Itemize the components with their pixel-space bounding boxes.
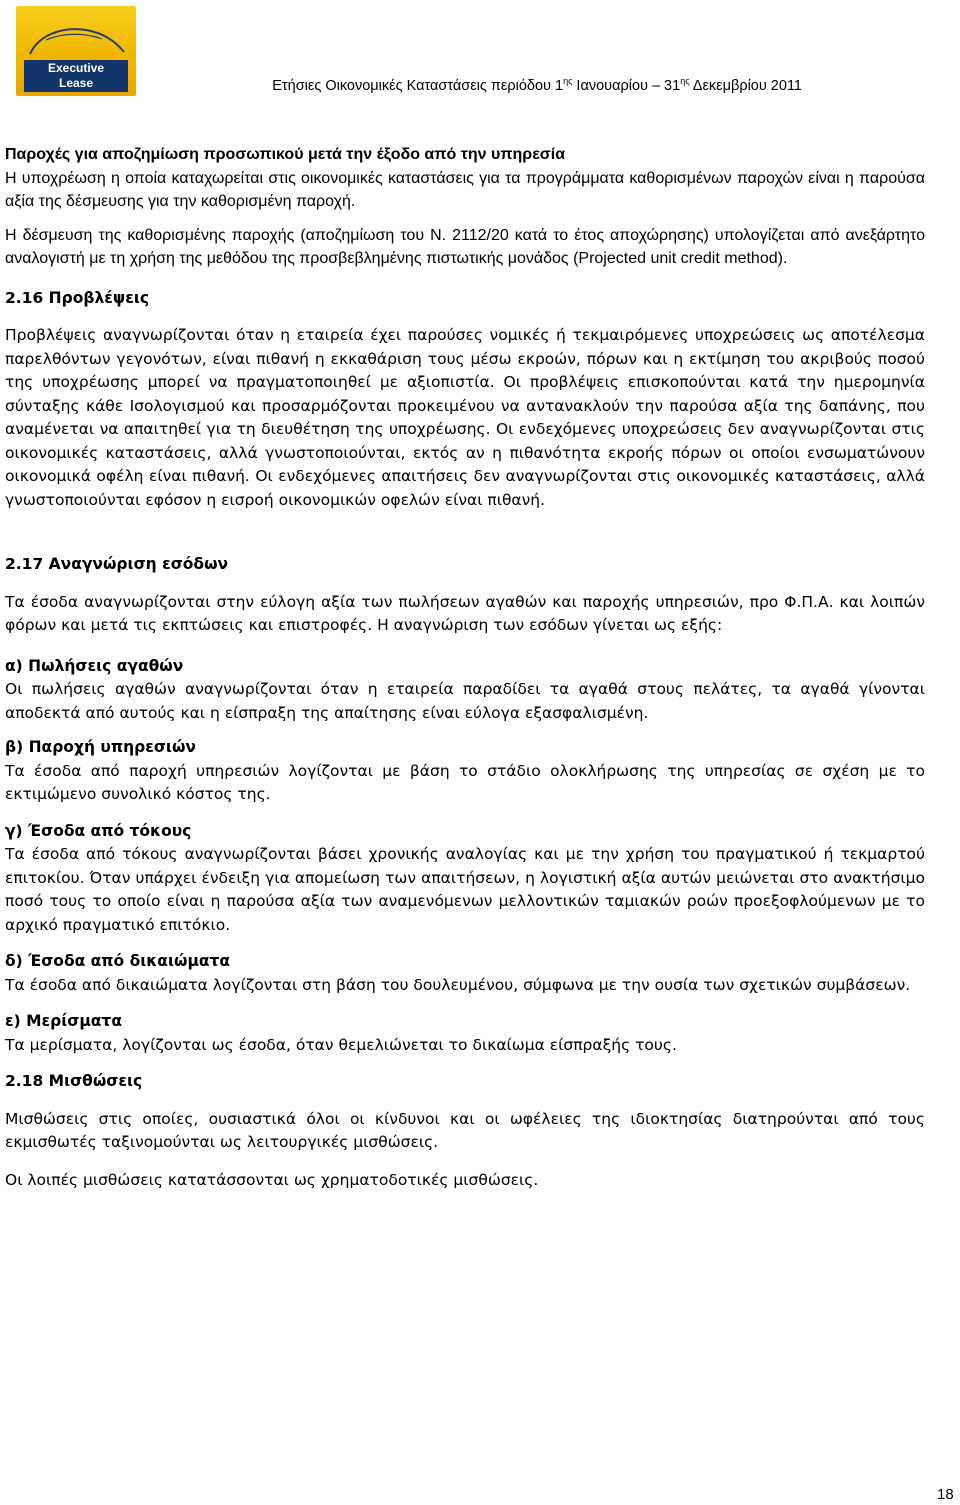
paragraph: Τα μερίσματα, λογίζονται ως έσοδα, όταν θεμελιώνεται το δικαίωμα είσπραξής τους.	[5, 1035, 677, 1054]
subheading-royalties: δ) Έσοδα από δικαιώματα	[5, 952, 231, 970]
subheading-dividends: ε) Μερίσματα	[5, 1012, 122, 1030]
section-heading-2-16: 2.16 Προβλέψεις	[5, 288, 150, 307]
paragraph: Οι πωλήσεις αγαθών αναγνωρίζονται όταν η εταιρεία παραδίδει τα αγαθά στους πελάτες, τα αγαθά γίνονται αποδεκτά από αυτούς και η είσπραξη της απαίτησης είναι εύλογα εξασφαλισμένη.	[5, 680, 925, 722]
document-title: Ετήσιες Οικονομικές Καταστάσεις περιόδου $1^{\eta\varsigma}$ Ιανουαρίου – $31^{\eta\varsigma}$ Δεκεμβρίου 2011	[272, 76, 802, 94]
section-heading-benefits: Παροχές για αποζημίωση προσωπικού μετά την έξοδο από την υπηρεσία	[5, 146, 566, 163]
page-header	[0, 0, 960, 100]
paragraph: Προβλέψεις αναγνωρίζονται όταν η εταιρεία έχει παρούσες νομικές ή τεκμαιρόμενες υποχρεώσεις ως αποτέλεσμα παρελθόντων γεγονότων, είναι πιθανή η εκκαθάριση τους μέσω εκροών, πόρων και η εκτίμηση του ακριβούς ποσού της υποχρέωσης μπορεί να πραγματοποιηθεί με αξιοπιστία. Οι προβλέψεις επισκοπούνται κατά την ημερομηνία σύνταξης κάθε Ισολογισμού και προσαρμόζονται προκειμένου να αντανακλούν την παρούσα αξία της δαπάνης, που αναμένεται να απαιτηθεί για τη διευθέτηση της υποχρέωσης. Οι ενδεχόμενες υποχρεώσεις δεν αναγνωρίζονται στις οικονομικές καταστάσεις, αλλά γνωστοποιούνται, εκτός αν η πιθανότητα εκροής πόρων οι οποίοι ενσωματώνουν οικονομικά οφέλη είναι πιθανή. Οι ενδεχόμενες απαιτήσεις δεν αναγνωρίζονται στις οικονομικές καταστάσεις, αλλά γνωστοποιούνται εφόσον η εισροή οικονομικών οφελών είναι πιθανή.	[5, 326, 925, 509]
section-heading-2-17: 2.17 Αναγνώριση εσόδων	[5, 555, 229, 573]
paragraph: Τα έσοδα αναγνωρίζονται στην εύλογη αξία των πωλήσεων αγαθών και παροχής υπηρεσιών, προ Φ.Π.Α. και λοιπών φόρων και μετά τις εκπτώσεις και επιστροφές. Η αναγνώριση των εσόδων γίνεται ως εξής:	[5, 592, 925, 634]
document-body	[5, 143, 925, 1192]
paragraph: Τα έσοδα από δικαιώματα λογίζονται στη βάση του δουλευμένου, σύμφωνα με την ουσία των σχετικών συμβάσεων.	[5, 975, 911, 994]
logo-text-line1: Executive	[47, 61, 105, 75]
page-number: 18	[937, 1486, 954, 1503]
logo-text-line2: Lease	[58, 76, 94, 90]
subheading-services: β) Παροχή υπηρεσιών	[5, 738, 196, 756]
paragraph: Η δέσμευση της καθορισμένης παροχής (αποζημίωση του Ν. 2112/20 κατά το έτος αποχώρησης) υπολογίζεται από ανεξάρτητο αναλογιστή με τη χρήση της μεθόδου της προσβεβλημένης πιστωτικής μονάδος (Projected unit credit method).	[5, 226, 926, 267]
executive-lease-logo	[16, 6, 136, 96]
section-heading-2-18: 2.18 Μισθώσεις	[5, 1072, 143, 1090]
subheading-goods: α) Πωλήσεις αγαθών	[5, 656, 184, 675]
car-outline-icon	[16, 6, 136, 66]
subheading-interest: γ) Έσοδα από τόκους	[5, 821, 192, 840]
paragraph: Μισθώσεις στις οποίες, ουσιαστικά όλοι οι κίνδυνοι και οι ωφέλειες της ιδιοκτησίας διατηρούνται από τους εκμισθωτές ταξινομούνται ως λειτουργικές μισθώσεις.	[5, 1109, 925, 1151]
paragraph: Τα έσοδα από τόκους αναγνωρίζονται βάσει χρονικής αναλογίας και με την χρήση του πραγματικού ή τεκμαρτού επιτοκίου. Όταν υπάρχει ένδειξη για απομείωση των απαιτήσεων, η λογιστική αξία αυτών μειώνεται στο ανακτήσιμο ποσό τους το οποίο είναι η παρούσα αξία των αναμενόμενων μελλοντικών ταμιακών ροών προεξοφλούμενων με το αρχικό πραγματικό επιτόκιο.	[5, 845, 925, 934]
paragraph: Τα έσοδα από παροχή υπηρεσιών λογίζονται με βάση το στάδιο ολοκλήρωσης της υπηρεσίας σε σχέση με το εκτιμώμενο συνολικό κόστος της.	[5, 761, 925, 803]
paragraph: Οι λοιπές μισθώσεις κατατάσσονται ως χρηματοδοτικές μισθώσεις.	[5, 1170, 539, 1189]
paragraph: Η υποχρέωση η οποία καταχωρείται στις οικονομικές καταστάσεις για τα προγράμματα καθορισμένων παροχών είναι η παρούσα αξία της δέσμευσης για την καθορισμένη παροχή.	[5, 169, 925, 210]
